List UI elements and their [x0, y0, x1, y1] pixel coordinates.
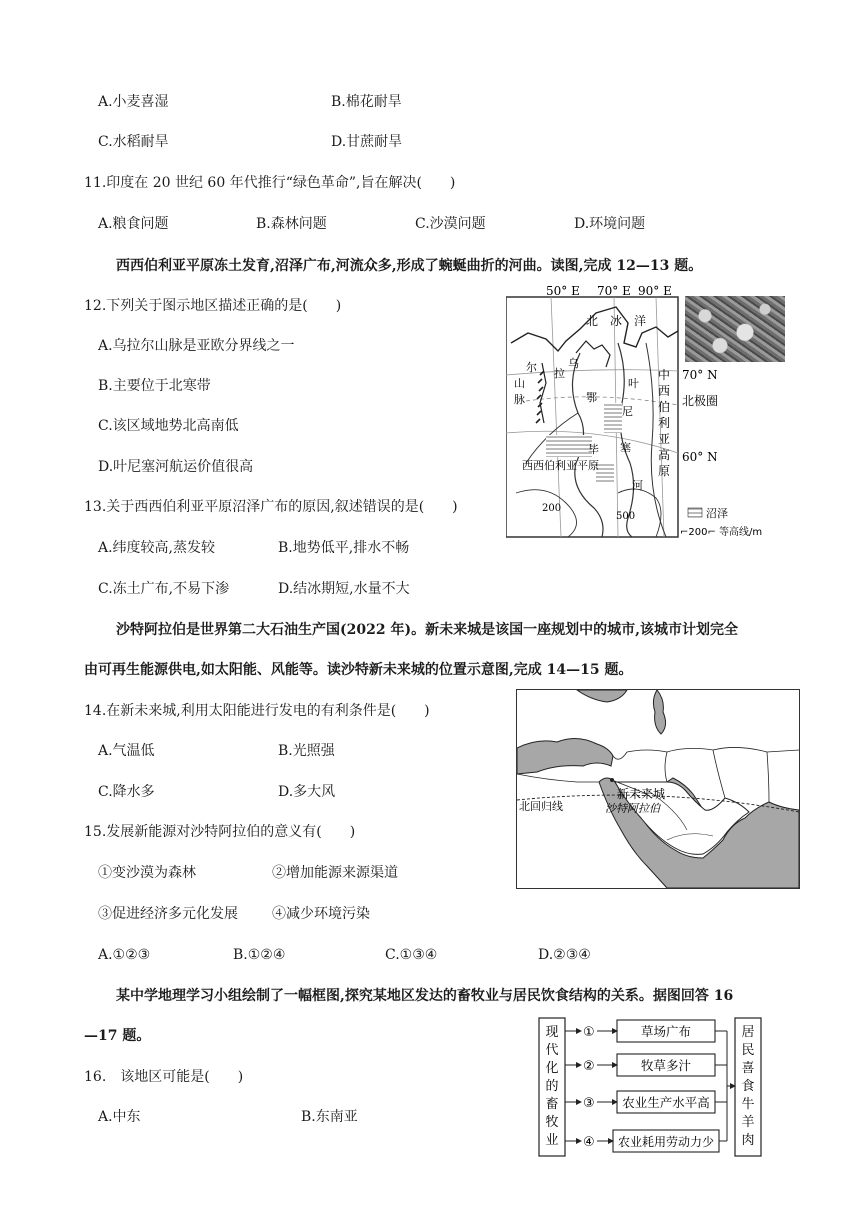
- q14-stem: 14.在新未来城,利用太阳能进行发电的有利条件是( ): [84, 703, 430, 719]
- q15-statement-2: ②增加能源来源渠道: [272, 865, 398, 881]
- q16-stem: 16. 该地区可能是( ): [84, 1069, 244, 1085]
- flowchart-box-2-label: 牧草多汁: [640, 1058, 692, 1073]
- flowchart-left-char-4: 的: [545, 1079, 559, 1094]
- yenisei-label-3: 塞: [620, 441, 631, 454]
- lon-50e: 50° E: [546, 284, 580, 298]
- intro-14-15-line1: 沙特阿拉伯是世界第二大石油生产国(2022 年)。新未来城是该国一座规划中的城市,该城市计划完全: [116, 622, 738, 638]
- saudi-map-svg: [517, 690, 799, 888]
- q16-option-a: A.中东: [98, 1109, 141, 1125]
- arctic-ocean-label: 北 冰 洋: [586, 314, 647, 328]
- contour-200: 200: [542, 503, 562, 514]
- flowchart-right-char-2: 民: [741, 1043, 755, 1058]
- flowchart-right-char-4: 食: [741, 1079, 755, 1094]
- yenisei-label-2: 尼: [622, 405, 633, 418]
- plateau-label-7: 原: [658, 464, 671, 478]
- q15-statement-4: ④减少环境污染: [272, 906, 370, 922]
- plateau-label-4: 利: [658, 416, 671, 430]
- plateau-label-3: 伯: [658, 400, 671, 414]
- flowchart-num-4: ④: [583, 1135, 595, 1150]
- q14-option-c: C.降水多: [98, 784, 155, 800]
- flowchart-num-3: ③: [583, 1096, 595, 1111]
- q12-stem: 12.下列关于图示地区描述正确的是( ): [84, 298, 342, 314]
- q11-option-a: A.粮食问题: [98, 216, 169, 232]
- flowchart-num-1: ①: [583, 1025, 595, 1040]
- plateau-label-5: 亚: [658, 432, 671, 446]
- ob-river-label-1: 鄂: [586, 391, 597, 404]
- plain-label: 西西伯利亚平原: [522, 459, 599, 472]
- q15-statement-3: ③促进经济多元化发展: [98, 906, 238, 922]
- flowchart-right-char-6: 羊: [741, 1115, 755, 1130]
- q10-option-b: B.棉花耐旱: [331, 94, 402, 110]
- q10-option-c: C.水稻耐旱: [98, 134, 169, 150]
- swamp-legend-label: 沼泽: [706, 507, 728, 520]
- q15-statement-1: ①变沙漠为森林: [98, 865, 196, 881]
- flowchart-right-char-5: 牛: [741, 1097, 755, 1112]
- q12-option-b: B.主要位于北寒带: [98, 378, 211, 394]
- q11-option-c: C.沙漠问题: [415, 216, 486, 232]
- q15-option-a: A.①②③: [98, 947, 151, 963]
- ob-river-label-2: 毕: [588, 443, 599, 456]
- flowchart-right-char-3: 喜: [741, 1061, 755, 1076]
- tropic-of-cancer-label: 北回归线: [519, 800, 563, 813]
- flowchart-left-char-5: 畜: [545, 1097, 559, 1112]
- swamp-legend-swatch: [688, 508, 702, 517]
- q10-option-d: D.甘蔗耐旱: [331, 134, 403, 150]
- q11-option-d: D.环境问题: [574, 216, 646, 232]
- river-meander-photo: [685, 296, 785, 362]
- q10-option-a: A.小麦喜湿: [98, 94, 169, 110]
- flowchart-right-char-7: 肉: [741, 1133, 755, 1148]
- ob-gulf-label-1: 乌: [568, 357, 579, 370]
- q13-option-d: D.结冰期短,水量不大: [278, 581, 410, 597]
- lat-70n: 70° N: [682, 368, 718, 382]
- q15-stem: 15.发展新能源对沙特阿拉伯的意义有( ): [84, 824, 356, 840]
- q14-option-b: B.光照强: [278, 743, 335, 759]
- q12-option-c: C.该区域地势北高南低: [98, 418, 239, 434]
- plateau-label-1: 中: [658, 368, 671, 382]
- ob-gulf-label-2: 拉: [554, 367, 565, 380]
- flowchart-left-char-6: 牧: [545, 1115, 559, 1130]
- q16-option-b: B.东南亚: [301, 1109, 358, 1125]
- q11-option-b: B.森林问题: [256, 216, 327, 232]
- flowchart-left-char-7: 业: [545, 1133, 559, 1148]
- yenisei-label-1: 叶: [628, 377, 639, 390]
- intro-12-13: 西西伯利亚平原冻土发育,沼泽广布,河流众多,形成了蜿蜒曲折的河曲。读图,完成 12—13 题。: [116, 258, 703, 274]
- q13-option-b: B.地势低平,排水不畅: [278, 540, 410, 556]
- flowchart-right-char-1: 居: [741, 1025, 755, 1040]
- ural-label-1: 尔: [526, 361, 537, 374]
- flowchart-left-char-3: 化: [545, 1061, 559, 1076]
- q15-option-c: C.①③④: [385, 947, 438, 963]
- intro-16-17-line1: 某中学地理学习小组绘制了一幅框图,探究某地区发达的畜牧业与居民饮食结构的关系。据图回答 16: [116, 988, 734, 1004]
- flowchart-left-char-1: 现: [545, 1025, 559, 1040]
- q12-option-a: A.乌拉尔山脉是亚欧分界线之一: [98, 338, 295, 354]
- arctic-circle-label: 北极圈: [682, 394, 719, 408]
- contour-500: 500: [616, 511, 636, 522]
- q13-stem: 13.关于西西伯利亚平原沼泽广布的原因,叙述错误的是( ): [84, 499, 458, 515]
- ural-label-2: 山: [514, 377, 525, 390]
- intro-16-17-line2: —17 题。: [84, 1028, 151, 1044]
- q12-option-d: D.叶尼塞河航运价值很高: [98, 459, 254, 475]
- q14-option-a: A.气温低: [98, 743, 155, 759]
- q14-option-d: D.多大风: [278, 784, 336, 800]
- flowchart-box-1-label: 草场广布: [640, 1024, 692, 1039]
- q11-stem: 11.印度在 20 世纪 60 年代推行“绿色革命”,旨在解决( ): [84, 175, 456, 191]
- lat-60n: 60° N: [682, 450, 718, 464]
- q15-option-b: B.①②④: [233, 947, 286, 963]
- flowchart-box-4-label: 农业耗用劳动力少: [617, 1135, 715, 1149]
- q15-option-d: D.②③④: [538, 947, 591, 963]
- q13-option-c: C.冻土广布,不易下渗: [98, 581, 230, 597]
- flowchart-num-2: ②: [583, 1059, 595, 1074]
- flowchart: [537, 1016, 773, 1162]
- contour-legend-label: ⌐200⌐ 等高线/m: [680, 527, 763, 538]
- intro-14-15-line2: 由可再生能源供电,如太阳能、风能等。读沙特新未来城的位置示意图,完成 14—15 题。: [84, 662, 633, 678]
- saudi-arabia-label: 沙特阿拉伯: [605, 802, 660, 815]
- river-label: 河: [632, 479, 643, 492]
- flowchart-left-char-2: 代: [545, 1043, 559, 1058]
- lon-90e: 90° E: [638, 284, 672, 298]
- lon-70e: 70° E: [597, 284, 631, 298]
- saudi-map: [516, 689, 800, 889]
- ural-label-3: 脉: [514, 393, 525, 406]
- flowchart-box-3-label: 农业生产水平高: [622, 1095, 710, 1110]
- q13-option-a: A.纬度较高,蒸发较: [98, 540, 216, 556]
- new-future-city-label: 新未来城: [617, 787, 666, 801]
- flowchart-svg: [537, 1016, 773, 1162]
- plateau-label-2: 西: [658, 384, 671, 398]
- plateau-label-6: 高: [658, 448, 671, 462]
